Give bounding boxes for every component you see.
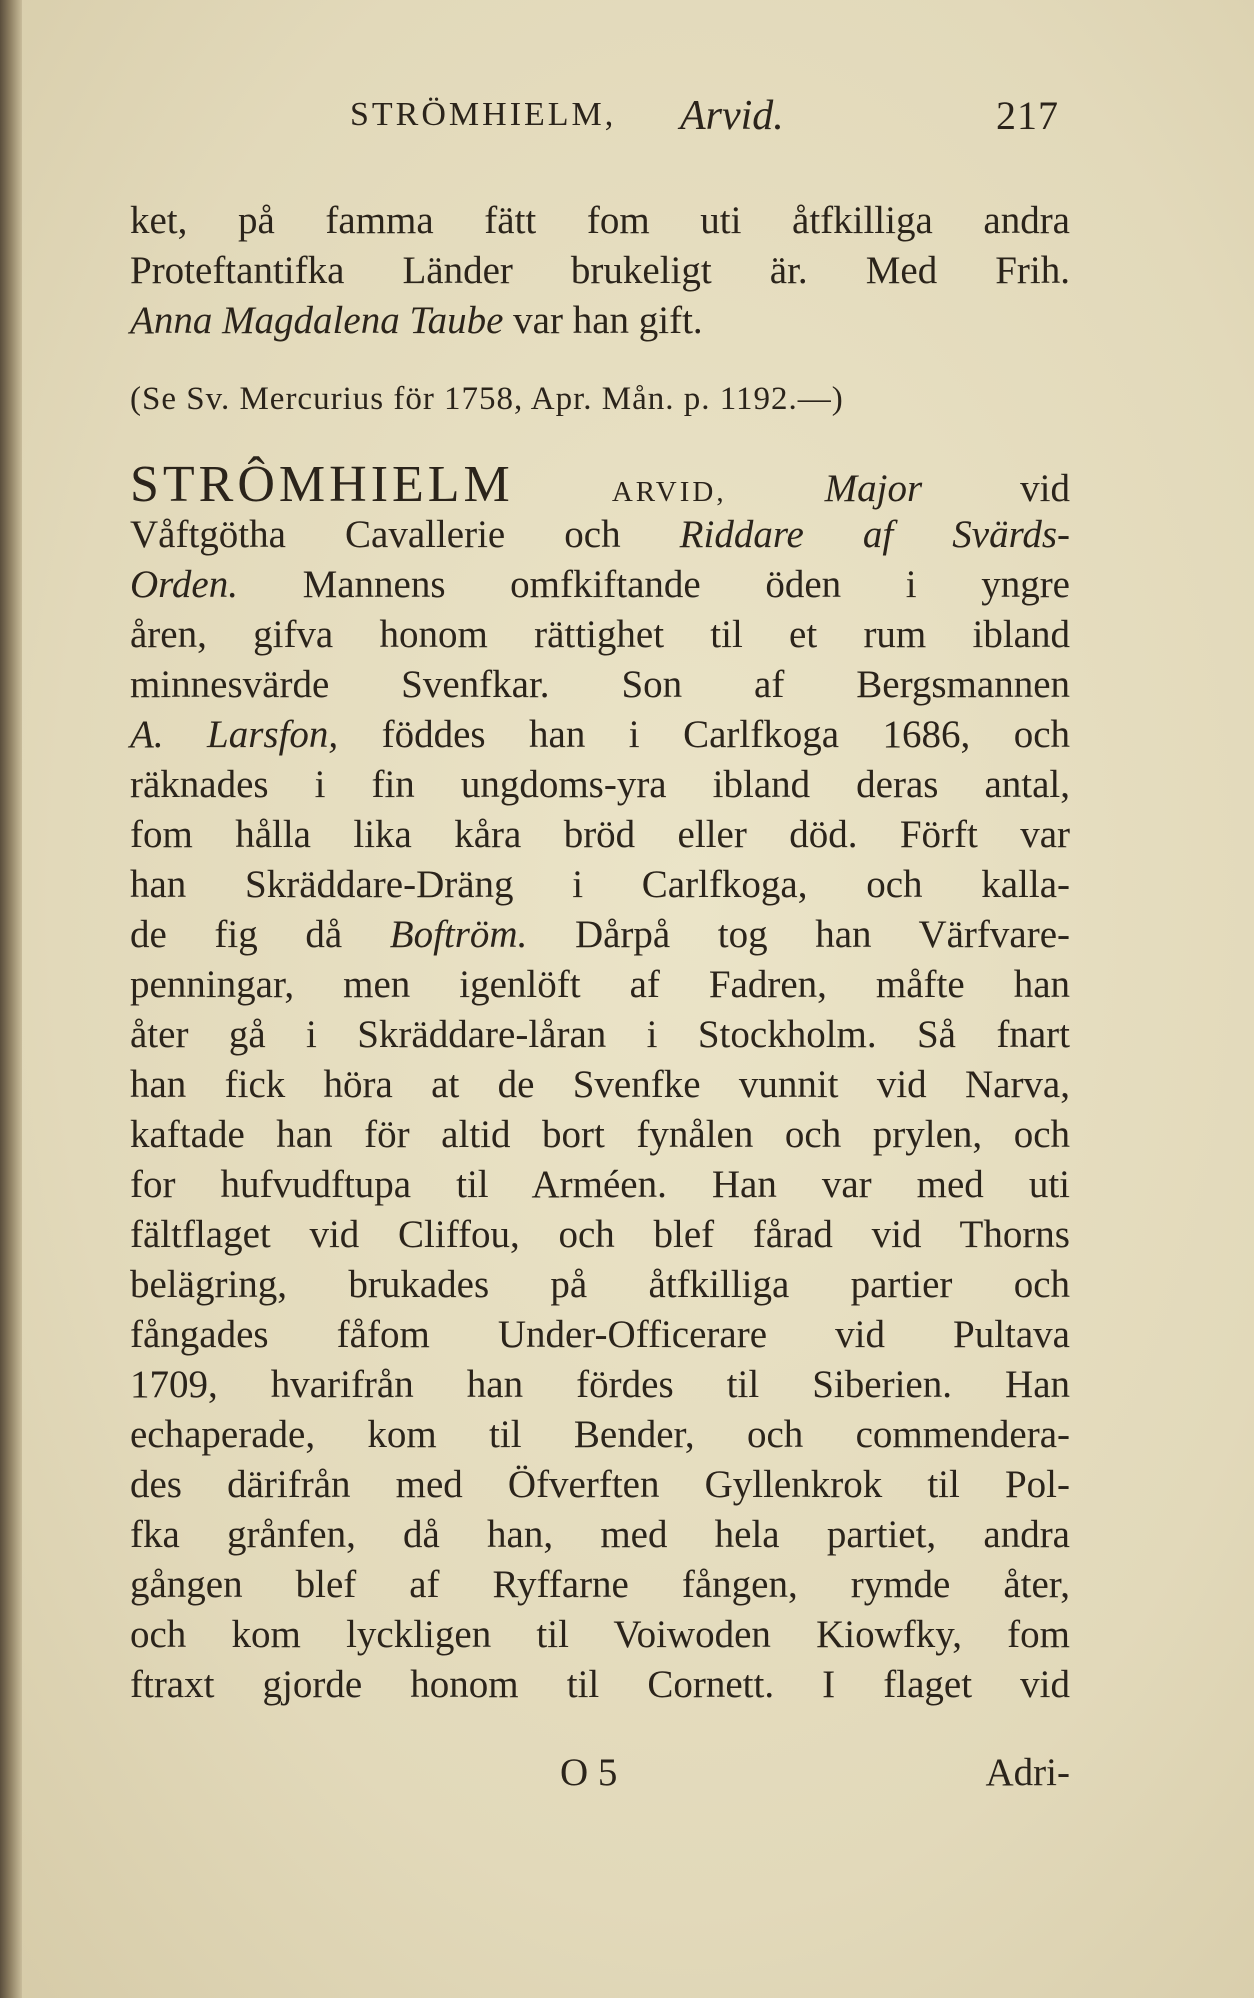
text-line: fom hålla lika kåra bröd eller död. Förft var xyxy=(130,813,1070,856)
page-footer xyxy=(130,1750,1070,1810)
text-line xyxy=(130,510,1070,560)
text-line: penningar, men igenlöft af Fadren, måfte han xyxy=(130,963,1070,1006)
text-line: fältflaget vid Cliffou, och blef fårad vid Thorns xyxy=(130,1213,1070,1256)
text-line: åren, gifva honom rättighet til et rum ibland xyxy=(130,613,1070,656)
text-fragment: vid xyxy=(1020,467,1070,510)
text-line: ket, på famma fätt fom uti åtfkilliga andra xyxy=(130,199,1070,242)
text-line: fka grånfen, då han, med hela partiet, andra xyxy=(130,1513,1070,1556)
entry-forename: ARVID, xyxy=(611,476,727,508)
text-line: Proteftantifka Länder brukeligt är. Med Frih. xyxy=(130,249,1070,292)
text-line xyxy=(130,296,1070,346)
text-line: kaftade han för altid bort fynålen och prylen, och xyxy=(130,1113,1070,1156)
catchword: Adri- xyxy=(985,1751,1070,1794)
text-fragment: de fig då xyxy=(130,913,390,956)
text-line: minnesvärde Svenfkar. Son af Bergsmannen xyxy=(130,663,1070,706)
text-line xyxy=(130,910,1070,960)
text-line: åter gå i Skräddare-låran i Stockholm. Så fnart xyxy=(130,1013,1070,1056)
entry-heading-line xyxy=(130,456,1070,513)
text-fragment: föddes han i Carlfkoga 1686, och xyxy=(338,713,1070,756)
order-title: Riddare af Svärds- xyxy=(679,513,1070,556)
text-line: belägring, brukades på åtfkilliga partier och xyxy=(130,1263,1070,1306)
spacer xyxy=(130,424,1070,460)
text-line: echaperade, kom til Bender, och commendera- xyxy=(130,1413,1070,1456)
entry-surname: STRÔMHIELM xyxy=(130,456,514,513)
father-name: A. Larsfon, xyxy=(130,713,339,756)
text-line: han Skräddare-Dräng i Carlfkoga, och kalla- xyxy=(130,863,1070,906)
text-line: 1709, hvarifrån han fördes til Siberien. Han xyxy=(130,1363,1070,1406)
signature-mark: O 5 xyxy=(560,1751,618,1794)
entry-rank: Major xyxy=(824,467,923,510)
running-header xyxy=(120,88,1080,148)
text-line: han fick höra at de Svenfke vunnit vid Narva, xyxy=(130,1063,1070,1106)
text-line: des därifrån med Öfverften Gyllenkrok til Pol- xyxy=(130,1463,1070,1506)
text-line: fångades fåfom Under-Officerare vid Pultava xyxy=(130,1313,1070,1356)
main-text-block xyxy=(130,196,1070,1710)
reference-line: (Se Sv. Mercurius för 1758, Apr. Mån. p. 1192.—) xyxy=(130,381,844,417)
order-title-cont: Orden. xyxy=(130,563,238,606)
text-line xyxy=(130,560,1070,610)
spacer xyxy=(130,346,1070,374)
text-fragment: var han gift. xyxy=(503,299,703,342)
page-number: 217 xyxy=(996,93,1059,138)
text-line: ftraxt gjorde honom til Cornett. I flaget vid xyxy=(130,1663,1070,1706)
page-binding-edge xyxy=(0,0,22,1998)
spouse-name: Anna Magdalena Taube xyxy=(130,299,504,342)
text-fragment: Mannens omfkiftande öden i yngre xyxy=(237,563,1070,606)
text-fragment: Dårpå tog han Värfvare- xyxy=(527,913,1070,956)
text-line: räknades i fin ungdoms-yra ibland deras antal, xyxy=(130,763,1070,806)
text-fragment: Våftgötha Cavallerie och xyxy=(130,513,680,556)
text-line: och kom lyckligen til Voiwoden Kiowfky, fom xyxy=(130,1613,1070,1656)
text-line xyxy=(130,710,1070,760)
running-head-name: STRÖMHIELM, xyxy=(350,96,617,133)
running-head-italic: Arvid. xyxy=(680,93,784,139)
alias-name: Boftröm. xyxy=(389,913,528,956)
text-line: for hufvudftupa til Arméen. Han var med uti xyxy=(130,1163,1070,1206)
text-line: gången blef af Ryffarne fången, rymde åter, xyxy=(130,1563,1070,1606)
